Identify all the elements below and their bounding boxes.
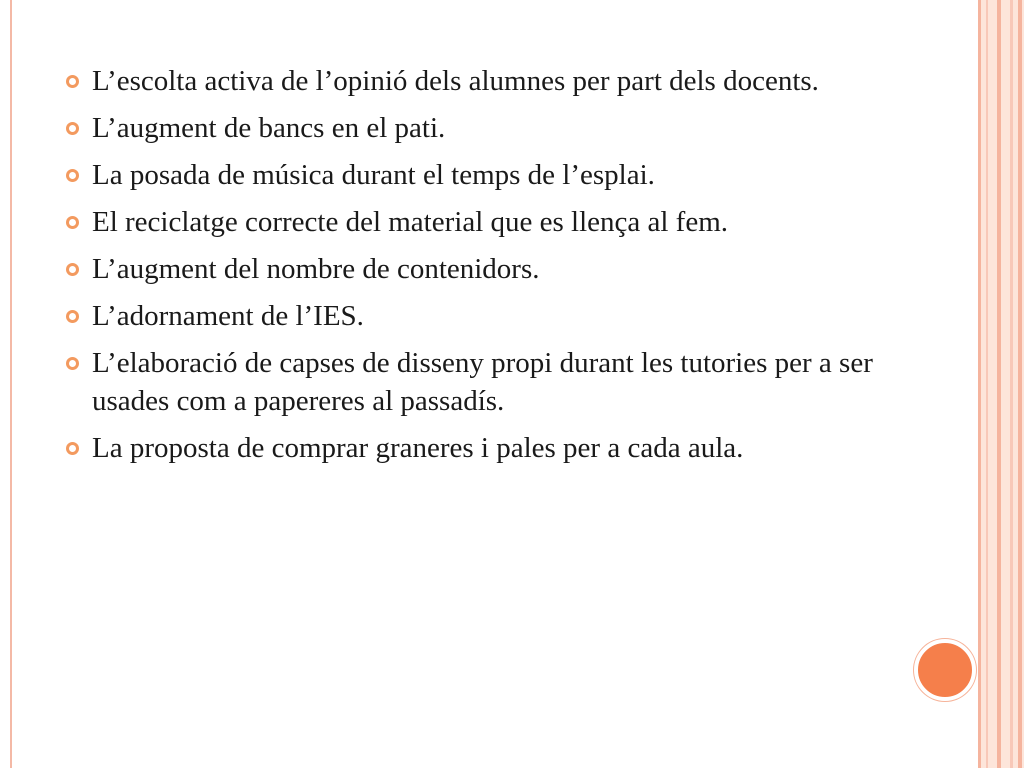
circle-bullet-icon <box>66 122 79 135</box>
circle-bullet-icon <box>66 263 79 276</box>
bullet-text: El reciclatge correcte del material que es llença al fem. <box>92 206 729 238</box>
list-item <box>60 297 900 335</box>
bullet-text: L’augment del nombre de contenidors. <box>92 253 540 285</box>
circle-bullet-icon <box>66 75 79 88</box>
bullet-text: L’elaboració de capses de disseny propi durant les tutories per a ser usades com a papereres al passadís. <box>92 347 873 417</box>
list-item <box>60 429 900 467</box>
circle-bullet-icon <box>66 442 79 455</box>
circle-bullet-icon <box>66 310 79 323</box>
list-item <box>60 203 900 241</box>
circle-bullet-icon <box>66 169 79 182</box>
right-stripe <box>1010 0 1013 768</box>
list-item <box>60 62 900 100</box>
circle-bullet-icon <box>66 357 79 370</box>
right-stripe <box>997 0 1001 768</box>
bullet-text: L’escolta activa de l’opinió dels alumnes per part dels docents. <box>92 65 819 97</box>
left-border-line <box>10 0 12 768</box>
bullet-text: La posada de música durant el temps de l’esplai. <box>92 159 655 191</box>
circle-bullet-icon <box>66 216 79 229</box>
orange-dot-icon <box>914 639 976 701</box>
right-stripe <box>986 0 988 768</box>
list-item <box>60 109 900 147</box>
right-stripe <box>1018 0 1022 768</box>
list-item <box>60 156 900 194</box>
bullet-text: L’augment de bancs en el pati. <box>92 112 446 144</box>
list-item <box>60 250 900 288</box>
bullet-text: L’adornament de l’IES. <box>92 300 364 332</box>
bullet-text: La proposta de comprar graneres i pales per a cada aula. <box>92 432 744 464</box>
list-item <box>60 344 900 420</box>
bullet-list <box>60 62 900 467</box>
right-stripe <box>978 0 981 768</box>
slide-content <box>60 62 900 476</box>
